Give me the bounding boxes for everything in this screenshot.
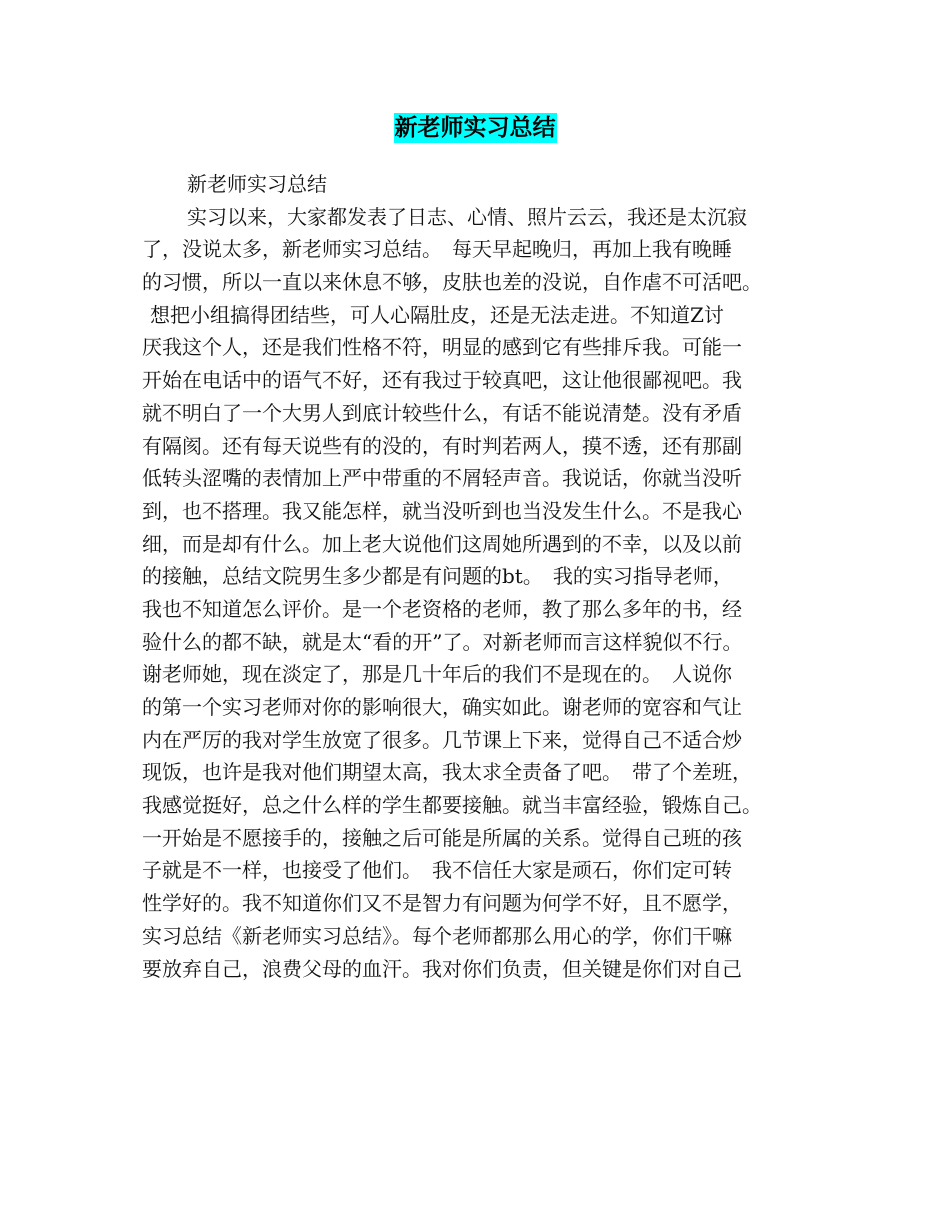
- paragraph-line: 了，没说太多，新老师实习总结。 每天早起晚归，再加上我有晚睡: [142, 237, 732, 262]
- paragraph-line: 谢老师她，现在淡定了，那是几十年后的我们不是现在的。 人说你: [142, 662, 732, 687]
- paragraph-line: 到，也不搭理。我又能怎样，就当没听到也当没发生什么。不是我心: [142, 498, 742, 523]
- paragraph-line: 想把小组搞得团结些，可人心隔肚皮，还是无法走进。不知道Z讨: [150, 302, 724, 327]
- paragraph-line: 就不明白了一个大男人到底计较些什么，有话不能说清楚。没有矛盾: [142, 400, 742, 425]
- paragraph-line: 现饭，也许是我对他们期望太高，我太求全责备了吧。 带了个差班，: [142, 760, 752, 785]
- subtitle-line: 新老师实习总结: [187, 172, 327, 196]
- paragraph-line: 实习以来，大家都发表了日志、心情、照片云云，我还是太沉寂: [187, 204, 747, 229]
- paragraph-line: 的第一个实习老师对你的影响很大，确实如此。谢老师的宽容和气让: [142, 695, 742, 719]
- paragraph-line: 我也不知道怎么评价。是一个老资格的老师，教了那么多年的书，经: [142, 596, 742, 621]
- paragraph-line: 验什么的都不缺，就是太“看的开”了。对新老师而言这样貌似不行。: [142, 629, 743, 654]
- paragraph-line: 低转头涩嘴的表情加上严中带重的不屑轻声音。我说话，你就当没听: [142, 466, 742, 491]
- paragraph-line: 的习惯，所以一直以来休息不够，皮肤也差的没说，自作虐不可活吧。: [142, 270, 762, 295]
- paragraph-line: 性学好的。我不知道你们又不是智力有问题为何学不好，且不愿学，: [142, 891, 742, 916]
- paragraph-line: 子就是不一样，也接受了他们。 我不信任大家是顽石，你们定可转: [142, 858, 732, 883]
- paragraph-line: 实习总结《新老师实习总结》。每个老师都那么用心的学，你们干嘛: [142, 923, 732, 948]
- paragraph-line: 一开始是不愿接手的，接触之后可能是所属的关系。觉得自己班的孩: [142, 825, 742, 850]
- document-body: [142, 168, 814, 985]
- paragraph-line: 内在严厉的我对学生放宽了很多。几节课上下来，觉得自己不适合炒: [142, 727, 742, 752]
- paragraph-line: 有隔阂。还有每天说些有的没的，有时判若两人，摸不透，还有那副: [142, 433, 742, 458]
- paragraph-line: 厌我这个人，还是我们性格不符，明显的感到它有些排斥我。可能一: [142, 335, 742, 360]
- paragraph-line: 我感觉挺好，总之什么样的学生都要接触。就当丰富经验，锻炼自己。: [142, 793, 762, 818]
- paragraph-line: 细，而是却有什么。加上老大说他们这周她所遇到的不幸，以及以前: [142, 531, 742, 556]
- paragraph-line: 的接触，总结文院男生多少都是有问题的bt。 我的实习指导老师，: [142, 564, 733, 589]
- paragraph-line: 要放弃自己，浪费父母的血汗。我对你们负责，但关键是你们对自己: [142, 956, 742, 981]
- paragraph-line: 开始在电话中的语气不好，还有我过于较真吧，这让他很鄙视吧。我: [142, 368, 742, 393]
- title-container: [0, 113, 950, 143]
- document-title: 新老师实习总结: [394, 114, 556, 141]
